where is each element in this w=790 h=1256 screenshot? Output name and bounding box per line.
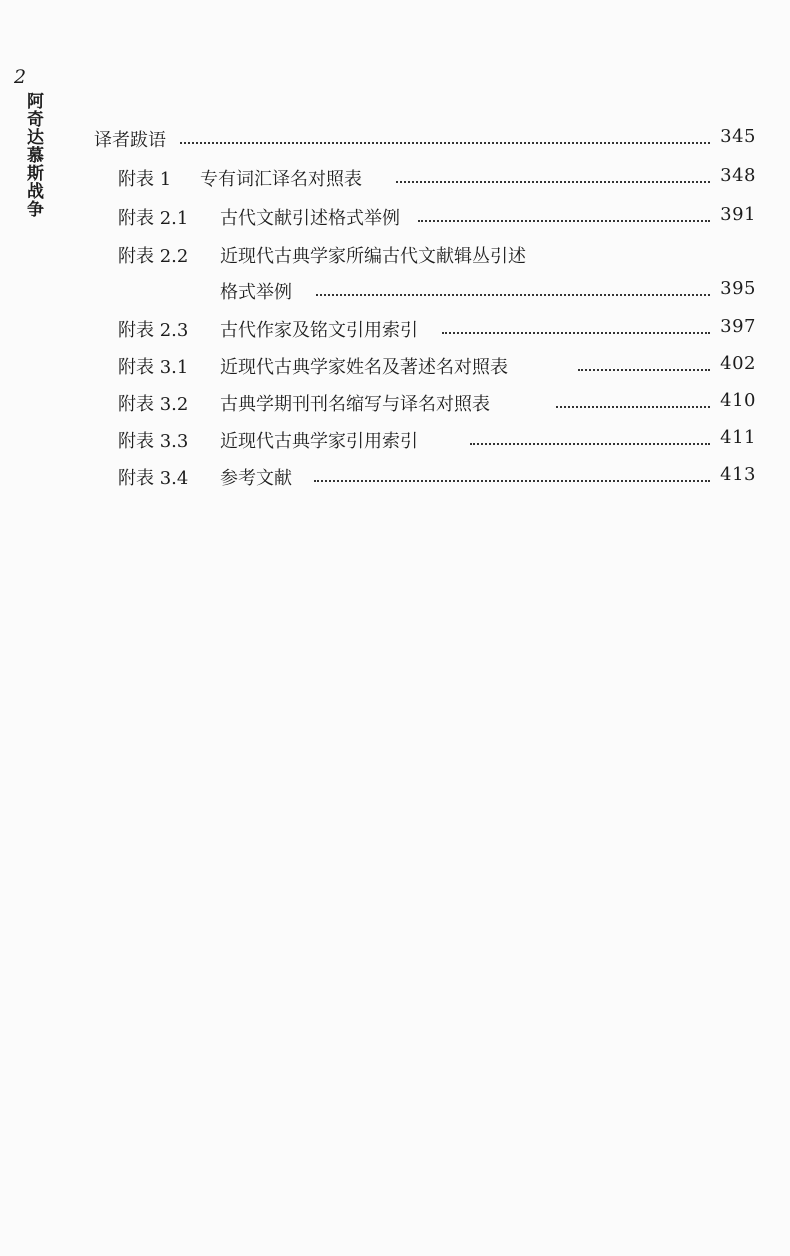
toc-entry <box>118 390 756 416</box>
toc-entry-title: 古代文献引述格式举例 <box>220 208 400 229</box>
toc-entry-label: 附表 3.4 <box>118 468 189 489</box>
toc-entry-page: 395 <box>720 278 756 299</box>
toc-entry-leader <box>314 480 710 482</box>
toc-entry-title: 近现代古典学家姓名及著述名对照表 <box>220 357 508 378</box>
toc-entry <box>118 464 756 490</box>
toc-entry-page: 402 <box>720 353 756 374</box>
running-title: 阿奇达慕斯战争 <box>23 92 43 218</box>
toc-entry-label: 附表 3.1 <box>118 357 189 378</box>
toc-entry-page: 411 <box>720 427 756 448</box>
toc-entry-continuation <box>220 278 756 304</box>
toc-entry-page: 413 <box>720 464 756 485</box>
toc-entry <box>118 242 756 268</box>
toc-entry-label: 附表 2.2 <box>118 246 189 267</box>
toc-entry-leader <box>396 181 710 183</box>
toc-entry-page: 391 <box>720 204 756 225</box>
toc-entry <box>118 165 756 191</box>
toc-entry-page: 348 <box>720 165 756 186</box>
toc-entry-label: 译者跋语 <box>94 130 166 151</box>
toc-entry <box>94 126 756 152</box>
toc-entry-leader <box>442 332 710 334</box>
toc-entry <box>118 427 756 453</box>
toc-entry-label: 附表 3.2 <box>118 394 189 415</box>
toc-entry-title: 参考文献 <box>220 468 292 489</box>
toc-entry-label: 附表 3.3 <box>118 431 189 452</box>
toc-entry-title: 专有词汇译名对照表 <box>200 169 362 190</box>
toc-entry <box>118 316 756 342</box>
toc-entry-title-continued: 格式举例 <box>220 282 292 303</box>
toc-entry-title: 古典学期刊刊名缩写与译名对照表 <box>220 394 490 415</box>
toc-entry-title: 近现代古典学家引用索引 <box>220 431 418 452</box>
toc-entry-leader <box>470 443 710 445</box>
bleed-through-line <box>88 578 768 600</box>
page-number: 2 <box>14 66 27 88</box>
toc-entry-leader <box>578 369 710 371</box>
toc-entry-leader <box>316 294 710 296</box>
toc-entry-leader <box>418 220 710 222</box>
toc-entry-label: 附表 1 <box>118 169 172 190</box>
toc-entry-leader <box>180 142 710 144</box>
toc-entry-title: 近现代古典学家所编古代文献辑丛引述 <box>220 246 526 267</box>
toc-entry-leader <box>556 406 710 408</box>
toc-entry <box>118 353 756 379</box>
toc-entry-label: 附表 2.3 <box>118 320 189 341</box>
toc-entry-page: 397 <box>720 316 756 337</box>
toc-entry-label: 附表 2.1 <box>118 208 189 229</box>
toc-entry-title: 古代作家及铭文引用索引 <box>220 320 418 341</box>
toc-entry <box>118 204 756 230</box>
toc-entry-page: 410 <box>720 390 756 411</box>
toc-entry-page: 345 <box>720 126 756 147</box>
